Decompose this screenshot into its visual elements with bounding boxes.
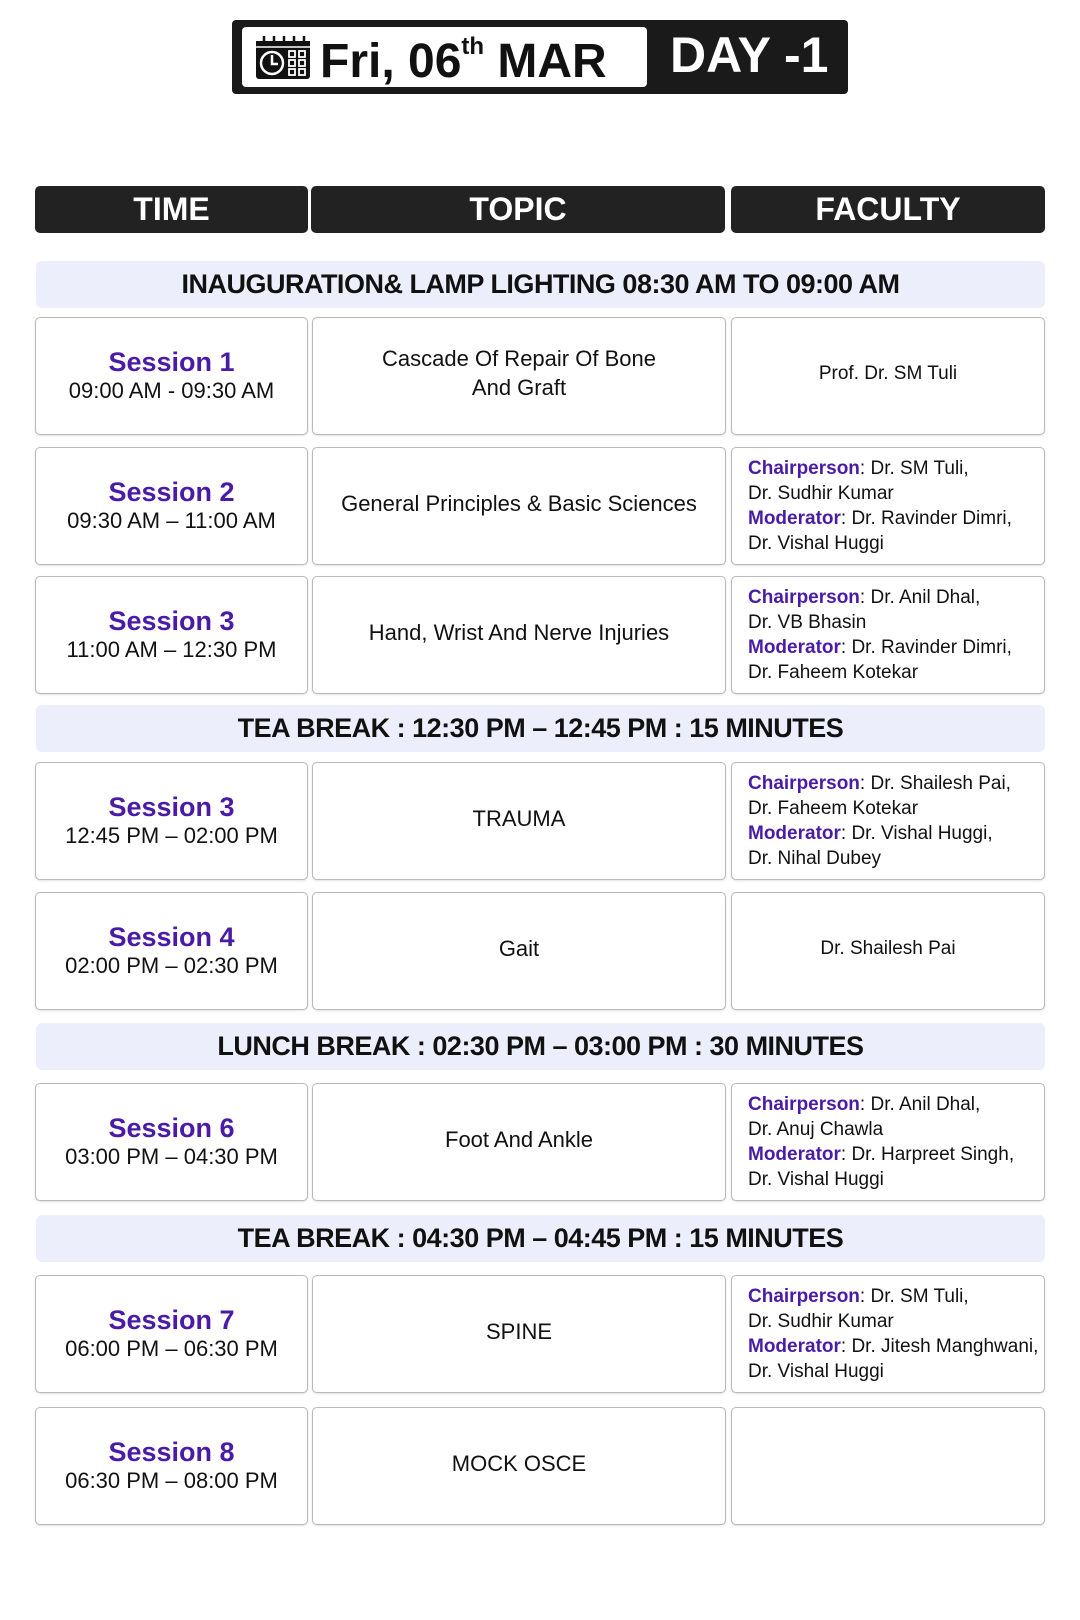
moderator-names: : Dr. Harpreet Singh, [840, 1144, 1015, 1165]
date-label [320, 23, 607, 92]
topic-line: Cascade Of Repair Of Bone [382, 346, 656, 371]
faculty-name: Prof. Dr. SM Tuli [818, 363, 958, 384]
session-time-cell [35, 576, 308, 694]
chairperson-line [748, 771, 1011, 796]
moderator-line-2: Dr. Vishal Huggi [748, 533, 884, 554]
column-header-faculty: FACULTY [731, 186, 1045, 233]
moderator-names: : Dr. Ravinder Dimri, [840, 508, 1012, 529]
topic-cell [312, 317, 726, 435]
moderator-label: Moderator [748, 508, 841, 529]
topic-cell [312, 576, 726, 694]
calendar-clock-icon [254, 33, 312, 81]
moderator-names: : Dr. Jitesh Manghwani, [840, 1336, 1039, 1357]
chairperson-names: : Dr. Anil Dhal, [859, 1094, 981, 1115]
day-name: Fri, [320, 34, 395, 88]
faculty-cell [731, 1275, 1045, 1393]
chairperson-names: : Dr. SM Tuli, [859, 458, 969, 479]
topic-text: Hand, Wrist And Nerve Injuries [368, 619, 670, 645]
session-label: Session 4 [108, 922, 235, 952]
faculty-cell [731, 892, 1045, 1010]
chairperson-names: : Dr. Shailesh Pai, [859, 773, 1011, 794]
topic-text [368, 344, 670, 402]
faculty-cell [731, 762, 1045, 880]
chairperson-line [748, 585, 980, 610]
faculty-cell [731, 447, 1045, 565]
session-time: 03:00 PM – 04:30 PM [65, 1144, 278, 1169]
session-time: 12:45 PM – 02:00 PM [65, 823, 278, 848]
chairperson-line-2: Dr. Faheem Kotekar [748, 798, 919, 819]
moderator-line [748, 1334, 1038, 1359]
session-time-cell [35, 762, 308, 880]
topic-cell [312, 762, 726, 880]
tea-break-banner-2: TEA BREAK : 04:30 PM – 04:45 PM : 15 MINUTES [36, 1215, 1045, 1262]
session-time-cell [35, 447, 308, 565]
topic-text: Gait [498, 935, 540, 961]
chairperson-line-2: Dr. VB Bhasin [748, 612, 867, 633]
day-suffix: th [461, 32, 485, 60]
topic-line: And Graft [471, 375, 567, 400]
moderator-label: Moderator [748, 1144, 841, 1165]
session-label: Session 8 [108, 1437, 235, 1467]
tea-break-banner: TEA BREAK : 12:30 PM – 12:45 PM : 15 MINUTES [36, 705, 1045, 752]
moderator-line-2: Dr. Faheem Kotekar [748, 662, 919, 683]
session-time-cell [35, 317, 308, 435]
inauguration-banner: INAUGURATION& LAMP LIGHTING 08:30 AM TO 09:00 AM [36, 261, 1045, 308]
session-time: 06:00 PM – 06:30 PM [65, 1336, 278, 1361]
session-label: Session 1 [108, 347, 235, 377]
topic-text: Foot And Ankle [445, 1126, 593, 1152]
chairperson-names: : Dr. Anil Dhal, [859, 587, 981, 608]
chairperson-label: Chairperson [748, 1286, 860, 1307]
session-time-cell [35, 892, 308, 1010]
moderator-line [748, 506, 1012, 531]
month: MAR [497, 34, 607, 88]
date-box [242, 27, 647, 87]
faculty-cell [731, 317, 1045, 435]
moderator-line-2: Dr. Vishal Huggi [748, 1361, 884, 1382]
session-time: 09:00 AM - 09:30 AM [68, 378, 275, 403]
chairperson-names: : Dr. SM Tuli, [859, 1286, 969, 1307]
session-label: Session 7 [108, 1305, 235, 1335]
session-time: 11:00 AM – 12:30 PM [66, 637, 277, 662]
topic-cell [312, 1083, 726, 1201]
topic-cell [312, 1407, 726, 1525]
moderator-line-2: Dr. Nihal Dubey [748, 848, 882, 869]
moderator-names: : Dr. Vishal Huggi, [840, 823, 993, 844]
chairperson-line [748, 1284, 969, 1309]
session-label: Session 3 [108, 606, 235, 636]
topic-cell [312, 1275, 726, 1393]
session-time-cell [35, 1407, 308, 1525]
chairperson-label: Chairperson [748, 458, 860, 479]
faculty-cell-empty [731, 1407, 1045, 1525]
session-label: Session 6 [108, 1113, 235, 1143]
column-header-topic: TOPIC [311, 186, 725, 233]
chairperson-line-2: Dr. Sudhir Kumar [748, 1311, 894, 1332]
chairperson-line [748, 456, 969, 481]
topic-cell [312, 892, 726, 1010]
day-label: DAY -1 [670, 27, 829, 83]
session-time-cell [35, 1083, 308, 1201]
topic-text: MOCK OSCE [451, 1450, 587, 1476]
moderator-label: Moderator [748, 823, 841, 844]
session-time: 02:00 PM – 02:30 PM [65, 953, 278, 978]
date-header [232, 20, 848, 94]
session-label: Session 3 [108, 792, 235, 822]
moderator-line [748, 1142, 1014, 1167]
moderator-line-2: Dr. Vishal Huggi [748, 1169, 884, 1190]
session-label: Session 2 [108, 477, 235, 507]
topic-cell [312, 447, 726, 565]
topic-text: TRAUMA [472, 805, 566, 831]
moderator-label: Moderator [748, 1336, 841, 1357]
column-header-time: TIME [35, 186, 308, 233]
lunch-break-banner: LUNCH BREAK : 02:30 PM – 03:00 PM : 30 MINUTES [36, 1023, 1045, 1070]
chairperson-line-2: Dr. Sudhir Kumar [748, 483, 894, 504]
chairperson-line [748, 1092, 980, 1117]
chairperson-label: Chairperson [748, 773, 860, 794]
faculty-cell [731, 1083, 1045, 1201]
faculty-name: Dr. Shailesh Pai [820, 938, 956, 959]
chairperson-label: Chairperson [748, 587, 860, 608]
moderator-names: : Dr. Ravinder Dimri, [840, 637, 1012, 658]
moderator-line [748, 635, 1012, 660]
session-time: 09:30 AM – 11:00 AM [67, 508, 276, 533]
moderator-label: Moderator [748, 637, 841, 658]
session-time-cell [35, 1275, 308, 1393]
topic-text: SPINE [485, 1318, 553, 1344]
topic-text: General Principles & Basic Sciences [341, 490, 697, 516]
faculty-cell [731, 576, 1045, 694]
chairperson-line-2: Dr. Anuj Chawla [748, 1119, 884, 1140]
day-number: 06 [408, 34, 462, 88]
moderator-line [748, 821, 993, 846]
chairperson-label: Chairperson [748, 1094, 860, 1115]
session-time: 06:30 PM – 08:00 PM [65, 1468, 278, 1493]
